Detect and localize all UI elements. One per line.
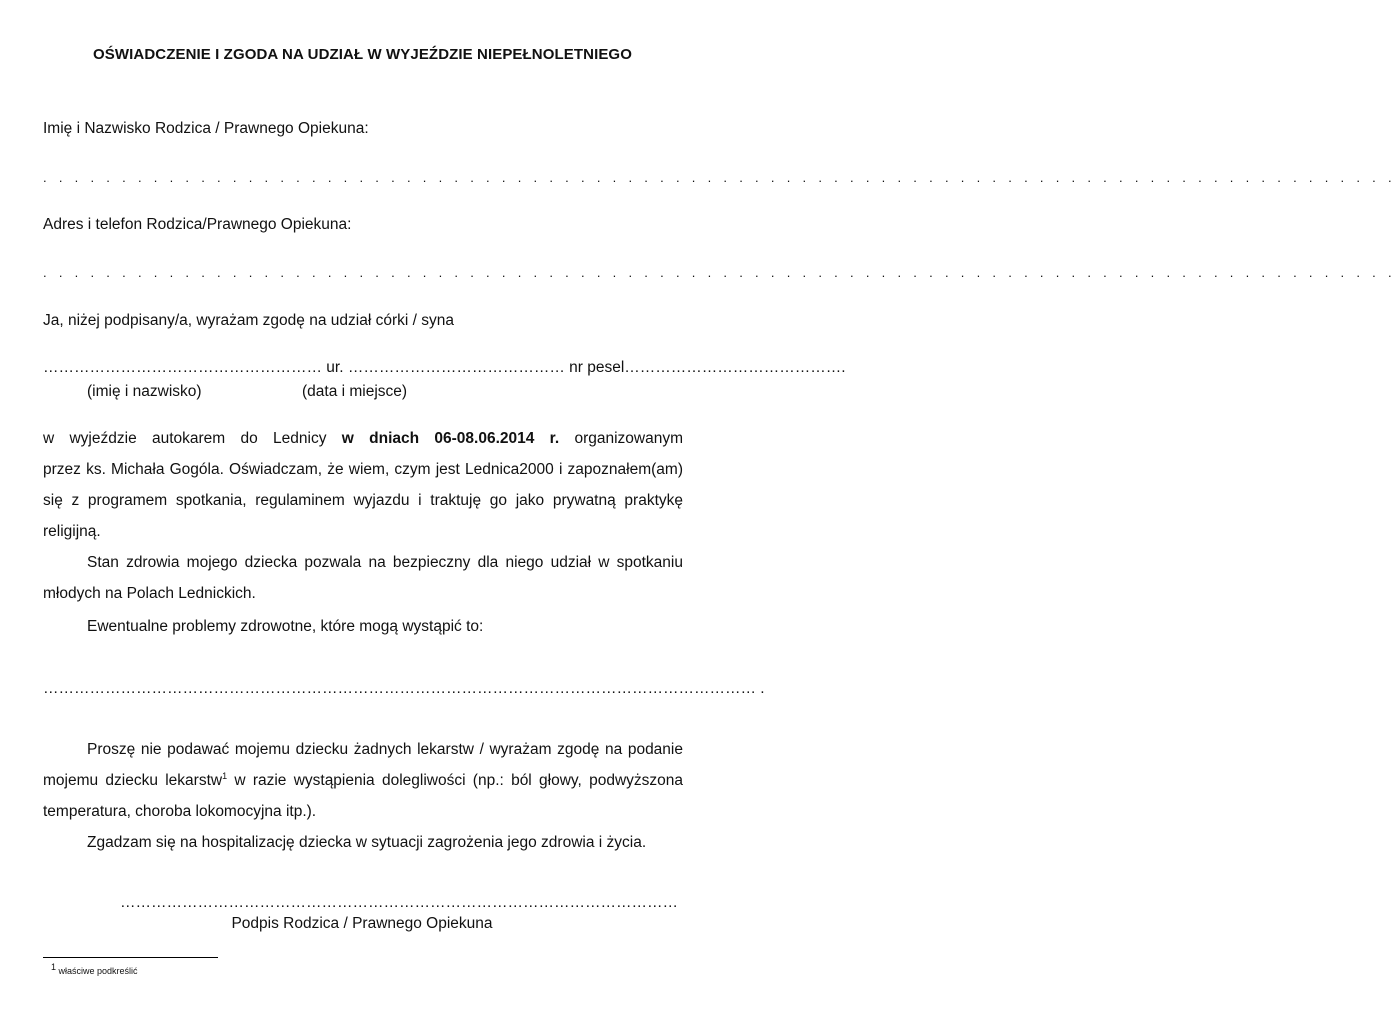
- document-title: OŚWIADCZENIE I ZGODA NA UDZIAŁ W WYJEŹDZIE NIEPEŁNOLETNIEGO: [93, 46, 632, 63]
- medicine-line-3: temperatura, choroba lokomocyjna itp.).: [43, 803, 317, 820]
- footnote-ref: 1: [222, 770, 228, 781]
- signature-label: Podpis Rodzica / Prawnego Opiekuna: [231, 915, 493, 932]
- medicine-line-2-text: mojemu dziecku lekarstw: [43, 772, 223, 789]
- hospital-consent: Zgadzam się na hospitalizację dziecka w sytuacji zagrożenia jego zdrowia i życia.: [87, 834, 647, 851]
- medicine-line-2-end: w razie wystąpienia dolegliwości (np.: ból głowy, podwyższona: [227, 772, 683, 789]
- medicine-line-2: [43, 772, 683, 790]
- consent-intro: Ja, niżej podpisany/a, wyrażam zgodę na udział córki / syna: [43, 312, 454, 329]
- signature-field[interactable]: ………………………………………………………………………………………………: [120, 894, 678, 911]
- trip-line-1-text: w wyjeździe autokarem do Lednicy: [43, 430, 342, 447]
- address-field[interactable]: . . . . . . . . . . . . . . . . . . . . . . . . . . . . . . . . . . . . . . . . . . . . . . . . . . . . . . . . . . . . . . . . . . . . . . . . . . . . . . . . . . . . . .: [43, 265, 1396, 280]
- problems-label: Ewentualne problemy zdrowotne, które mogą wystąpić to:: [87, 618, 484, 635]
- trip-dates: w dniach 06-08.06.2014 r.: [341, 430, 560, 447]
- footnote-divider: [43, 957, 218, 958]
- trip-line-3: się z programem spotkania, regulaminem wyjazdu i traktuję go jako prywatną praktykę: [43, 492, 683, 509]
- trip-line-1: [43, 430, 683, 448]
- footnote-text: właściwe podkreślić: [58, 966, 138, 976]
- parent-name-label: Imię i Nazwisko Rodzica / Prawnego Opiekuna:: [43, 120, 369, 137]
- medicine-line-1: Proszę nie podawać mojemu dziecku żadnych lekarstw / wyrażam zgodę na podanie: [87, 741, 683, 758]
- footnote: [51, 962, 138, 976]
- child-name-caption: (imię i nazwisko): [87, 383, 202, 400]
- footnote-mark: 1: [51, 962, 57, 972]
- health-line-1: Stan zdrowia mojego dziecka pozwala na bezpieczny dla niego udział w spotkaniu: [87, 554, 683, 571]
- child-date-caption: (data i miejsce): [302, 383, 408, 400]
- problems-field[interactable]: ………………………………………………………………………………………………………………………… .: [43, 680, 765, 697]
- trip-line-4: religijną.: [43, 523, 101, 540]
- health-line-2: młodych na Polach Lednickich.: [43, 585, 256, 602]
- parent-name-field[interactable]: . . . . . . . . . . . . . . . . . . . . . . . . . . . . . . . . . . . . . . . . . . . . . . . . . . . . . . . . . . . . . . . . . . . . . . . . . . . . . . . . . . . . . .: [43, 170, 1396, 185]
- address-label: Adres i telefon Rodzica/Prawnego Opiekuna:: [43, 216, 352, 233]
- child-data-field[interactable]: ……………………………………………… ur. …………………………………… nr pesel…………………………………….: [43, 359, 846, 376]
- trip-line-2: przez ks. Michała Gogóla. Oświadczam, że wiem, czym jest Lednica2000 i zapoznałem(am): [43, 461, 683, 478]
- trip-line-1-end: organizowanym: [559, 430, 684, 447]
